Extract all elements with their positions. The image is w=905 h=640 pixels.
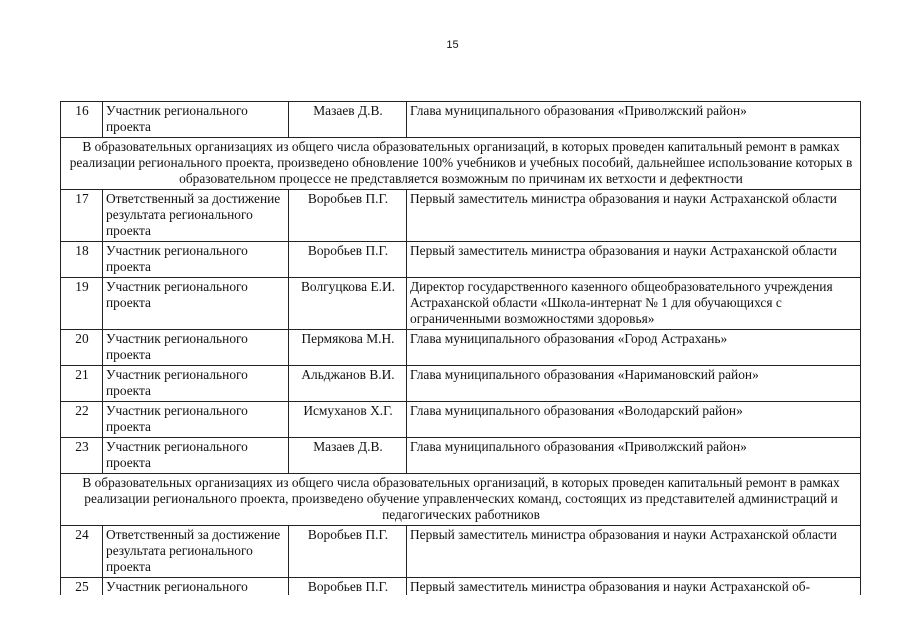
row-role: Участник регионального проекта <box>103 438 289 474</box>
table-row <box>61 526 861 578</box>
row-position: Первый заместитель министра образования и науки Астраханской области <box>407 526 861 578</box>
row-position: Глава муниципального образования «Приволжский район» <box>407 102 861 138</box>
row-person-name: Волгуцкова Е.И. <box>289 278 407 330</box>
table-row <box>61 330 861 366</box>
row-position: Глава муниципального образования «Город Астрахань» <box>407 330 861 366</box>
row-number: 17 <box>61 190 103 242</box>
page-number: 15 <box>446 39 459 51</box>
table-row <box>61 102 861 138</box>
row-position: Первый заместитель министра образования и науки Астраханской области <box>407 190 861 242</box>
row-person-name: Воробьев П.Г. <box>289 190 407 242</box>
row-person-name: Исмуханов Х.Г. <box>289 402 407 438</box>
table-row <box>61 578 861 596</box>
row-position: Глава муниципального образования «Володарский район» <box>407 402 861 438</box>
row-person-name: Воробьев П.Г. <box>289 526 407 578</box>
section-row <box>61 474 861 526</box>
row-position: Первый заместитель министра образования и науки Астраханской области <box>407 242 861 278</box>
row-role: Участник регионального проекта <box>103 330 289 366</box>
row-position: Глава муниципального образования «Наримановский район» <box>407 366 861 402</box>
row-role: Участник регионального проекта <box>103 242 289 278</box>
section-row <box>61 138 861 190</box>
row-position: Первый заместитель министра образования и науки Астраханской об- <box>407 578 861 596</box>
row-role: Участник регионального проекта <box>103 102 289 138</box>
row-person-name: Воробьев П.Г. <box>289 578 407 596</box>
row-number: 23 <box>61 438 103 474</box>
section-heading: В образовательных организациях из общего числа образовательных организаций, в которых проведен капитальный ремонт в рамках реализации регионального проекта, произведено обучение управленческих команд, состоящих из представителей администраций и педагогических работников <box>61 474 861 526</box>
row-number: 18 <box>61 242 103 278</box>
table-row <box>61 278 861 330</box>
row-number: 20 <box>61 330 103 366</box>
row-person-name: Мазаев Д.В. <box>289 102 407 138</box>
row-person-name: Мазаев Д.В. <box>289 438 407 474</box>
row-role: Ответственный за достижение результата регионального проекта <box>103 190 289 242</box>
row-number: 22 <box>61 402 103 438</box>
table-row <box>61 242 861 278</box>
row-number: 24 <box>61 526 103 578</box>
row-role: Участник регионального проекта <box>103 402 289 438</box>
row-role: Участник регионального проекта <box>103 366 289 402</box>
responsibles-table <box>60 101 861 595</box>
row-person-name: Альджанов В.И. <box>289 366 407 402</box>
table-row <box>61 190 861 242</box>
table-row <box>61 366 861 402</box>
row-number: 25 <box>61 578 103 596</box>
row-person-name: Пермякова М.Н. <box>289 330 407 366</box>
row-role: Участник регионального проекта <box>103 278 289 330</box>
row-number: 21 <box>61 366 103 402</box>
row-role: Участник регионального <box>103 578 289 596</box>
section-heading: В образовательных организациях из общего числа образовательных организаций, в которых проведен капитальный ремонт в рамках реализации регионального проекта, произведено обновление 100% учебников и учебных пособий, дальнейшее использование которых в образовательном процессе не представляется возможным по причинам их ветхости и дефектности <box>61 138 861 190</box>
row-number: 19 <box>61 278 103 330</box>
row-role: Ответственный за достижение результата регионального проекта <box>103 526 289 578</box>
row-position: Директор государственного казенного общеобразовательного учреждения Астраханской области «Школа-интернат № 1 для обучающихся с ограниченными возможностями здоровья» <box>407 278 861 330</box>
row-person-name: Воробьев П.Г. <box>289 242 407 278</box>
table-row <box>61 402 861 438</box>
table-row <box>61 438 861 474</box>
row-position: Глава муниципального образования «Приволжский район» <box>407 438 861 474</box>
row-number: 16 <box>61 102 103 138</box>
